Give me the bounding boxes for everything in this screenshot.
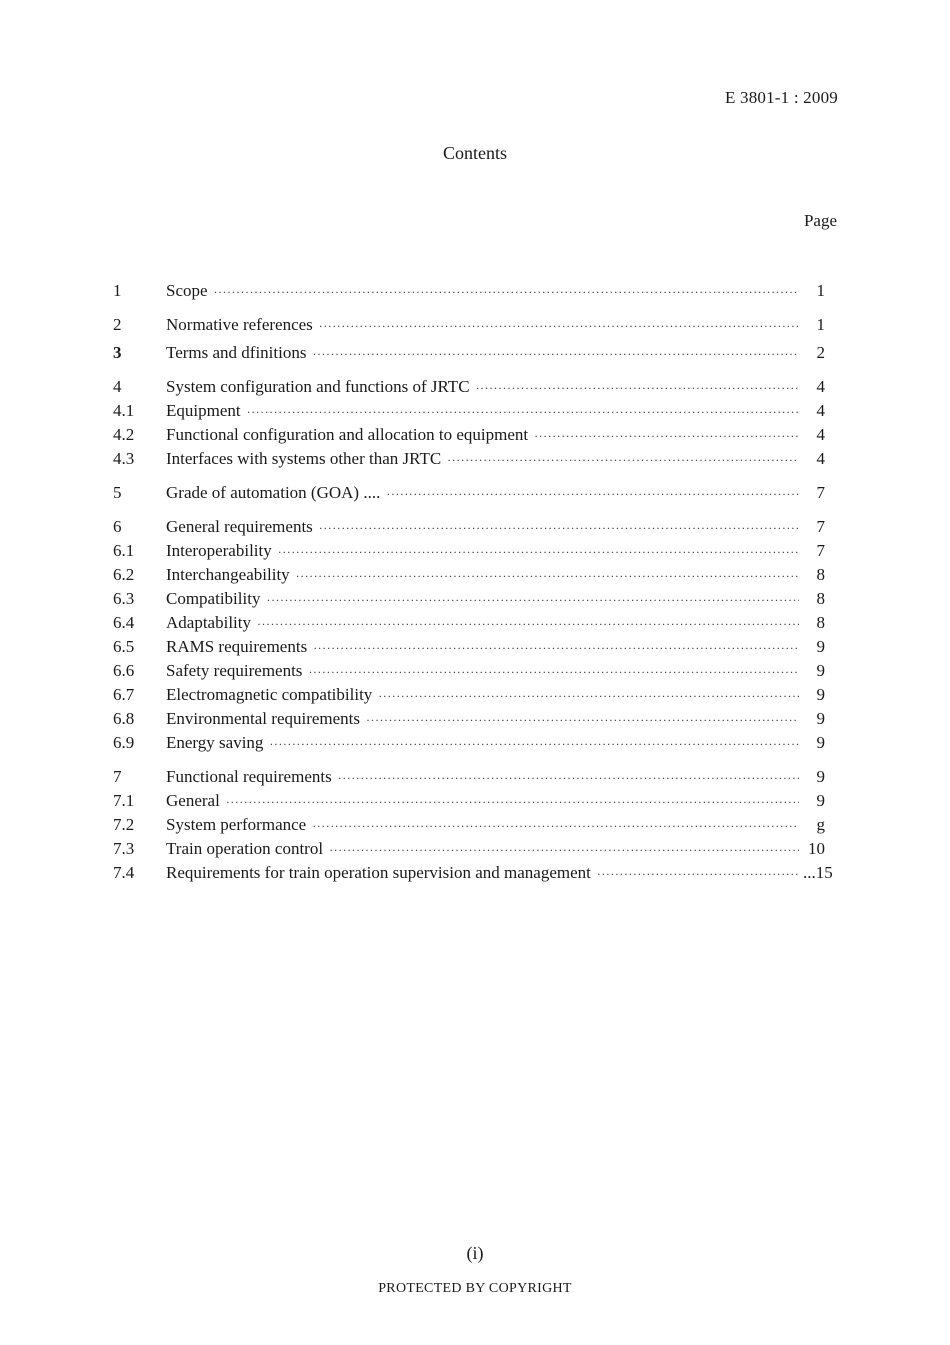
toc-section-title: General requirements [166, 517, 313, 536]
toc-page-number: ...15 [803, 863, 833, 882]
toc-entry-line [166, 613, 825, 633]
toc-page-number: 8 [816, 589, 825, 608]
toc-entry-line [166, 863, 833, 883]
toc-entry-line [166, 401, 825, 421]
toc-section-title: Interfaces with systems other than JRTC [166, 449, 442, 468]
toc-section-title: Energy saving [166, 733, 264, 752]
toc-page-number: 1 [816, 281, 825, 300]
toc-section-title: Train operation control [166, 839, 324, 858]
toc-section-number: 6.4 [113, 613, 135, 632]
toc-section-title: Environmental requirements [166, 709, 361, 728]
toc-section-title: System configuration and functions of JRTC [166, 377, 470, 396]
toc-dot-leader [266, 591, 799, 609]
toc-entry-line [166, 815, 825, 835]
toc-section-title: Equipment [166, 401, 241, 420]
toc-entry-line [166, 685, 825, 705]
toc-entry-line [166, 589, 825, 609]
toc-entry-line [166, 767, 825, 787]
toc-section-number: 6.3 [113, 589, 135, 608]
copyright-notice: PROTECTED BY COPYRIGHT [378, 1281, 572, 1296]
toc-entry[interactable] [113, 791, 825, 815]
toc-entry-line [166, 343, 825, 363]
toc-entry[interactable] [113, 589, 825, 613]
toc-entry-line [166, 637, 825, 657]
toc-entry[interactable] [113, 637, 825, 661]
toc-section-number: 4.1 [113, 401, 135, 420]
toc-section-number: 6.8 [113, 709, 135, 728]
toc-dot-leader [269, 735, 799, 753]
toc-page-number: 2 [816, 343, 825, 362]
toc-entry-line [166, 709, 825, 729]
toc-dot-leader [319, 519, 799, 537]
page-title: Contents [442, 143, 507, 163]
toc-entry-line [166, 733, 825, 753]
toc-section-number: 6.9 [113, 733, 135, 752]
toc-dot-leader [447, 451, 799, 469]
toc-page-number: 9 [816, 767, 825, 786]
toc-section-title: RAMS requirements [166, 637, 308, 656]
toc-page-number: 9 [816, 791, 825, 810]
toc-section-title: System performance [166, 815, 307, 834]
toc-entry[interactable] [113, 685, 825, 709]
toc-entry[interactable] [113, 483, 825, 507]
toc-page-number: 7 [816, 483, 825, 502]
toc-section-number: 6.2 [113, 565, 135, 584]
toc-page-number: 7 [816, 541, 825, 560]
toc-page-number: 10 [808, 839, 825, 858]
toc-section-number: 4 [113, 377, 122, 396]
toc-dot-leader [378, 687, 799, 705]
toc-entry-line [166, 541, 825, 561]
toc-section-title: Terms and dfinitions [166, 343, 307, 362]
toc-section-title: Normative references [166, 315, 313, 334]
toc-entry[interactable] [113, 565, 825, 589]
toc-entry-line [166, 483, 825, 503]
toc-entry[interactable] [113, 863, 833, 887]
toc-section-number: 4.3 [113, 449, 135, 468]
toc-section-number: 7.3 [113, 839, 135, 858]
toc-section-number: 4.2 [113, 425, 135, 444]
toc-entry[interactable] [113, 709, 825, 733]
toc-dot-leader [319, 317, 799, 335]
toc-section-number: 6.6 [113, 661, 135, 680]
page-column-header: Page [803, 211, 837, 230]
toc-entry[interactable] [113, 425, 825, 449]
toc-entry-line [166, 565, 825, 585]
toc-dot-leader [278, 543, 799, 561]
toc-section-number: 7.4 [113, 863, 135, 882]
toc-section-title: Scope [166, 281, 208, 300]
toc-page-number: 4 [816, 449, 825, 468]
toc-page-number: 9 [816, 637, 825, 656]
toc-entry-line [166, 315, 825, 335]
toc-section-number: 7 [113, 767, 122, 786]
toc-page-number: 1 [816, 315, 825, 334]
toc-section-number: 6.7 [113, 685, 135, 704]
toc-section-number: 6.5 [113, 637, 135, 656]
toc-section-number: 6 [113, 517, 122, 536]
toc-entry-line [166, 517, 825, 537]
toc-entry[interactable] [113, 517, 825, 541]
toc-section-number: 7.2 [113, 815, 135, 834]
toc-page-number: 8 [816, 613, 825, 632]
toc-entry-line [166, 449, 825, 469]
toc-section-number: 3 [113, 343, 122, 362]
toc-entry[interactable] [113, 613, 825, 637]
toc-page-number: 4 [816, 377, 825, 396]
toc-dot-leader [308, 663, 799, 681]
toc-entry-line [166, 377, 825, 397]
toc-page-number: 9 [816, 709, 825, 728]
toc-dot-leader [534, 427, 799, 445]
toc-section-title: Adaptability [166, 613, 251, 632]
toc-entry-line [166, 281, 825, 301]
toc-section-title: Functional configuration and allocation to equipment [166, 425, 529, 444]
toc-entry[interactable] [113, 661, 825, 685]
toc-section-title: General [166, 791, 220, 810]
toc-dot-leader [226, 793, 799, 811]
toc-page-number: g [816, 815, 825, 834]
toc-section-title: Requirements for train operation supervision and management [166, 863, 591, 882]
toc-section-title: Safety requirements [166, 661, 303, 680]
toc-dot-leader [386, 485, 799, 503]
toc-section-number: 6.1 [113, 541, 135, 560]
toc-page-number: 4 [816, 401, 825, 420]
toc-page-number: 8 [816, 565, 825, 584]
footer-page-number: (i) [466, 1243, 484, 1263]
toc-section-title: Electromagnetic compatibility [166, 685, 373, 704]
toc-section-number: 7.1 [113, 791, 135, 810]
toc-entry[interactable] [113, 767, 825, 791]
toc-entry-line [166, 839, 825, 859]
toc-section-number: 1 [113, 281, 122, 300]
toc-dot-leader [257, 615, 799, 633]
toc-section-number: 5 [113, 483, 122, 502]
toc-dot-leader [329, 841, 799, 859]
toc-section-title: Interchangeability [166, 565, 290, 584]
toc-dot-leader [476, 379, 799, 397]
toc-dot-leader [214, 283, 799, 301]
toc-dot-leader [296, 567, 799, 585]
toc-entry-line [166, 791, 825, 811]
toc-dot-leader [597, 865, 799, 883]
toc-page-number: 9 [816, 733, 825, 752]
toc-page-number: 7 [816, 517, 825, 536]
toc-section-title: Compatibility [166, 589, 261, 608]
toc-page-number: 9 [816, 685, 825, 704]
toc-entry[interactable] [113, 315, 825, 339]
toc-dot-leader [313, 639, 799, 657]
toc-entry[interactable] [113, 281, 825, 305]
toc-entry[interactable] [113, 401, 825, 425]
toc-page-number: 4 [816, 425, 825, 444]
toc-dot-leader [312, 345, 799, 363]
toc-dot-leader [312, 817, 799, 835]
toc-section-number: 2 [113, 315, 122, 334]
toc-entry[interactable] [113, 839, 825, 863]
toc-dot-leader [366, 711, 799, 729]
toc-entry[interactable] [113, 815, 825, 839]
toc-entry[interactable] [113, 541, 825, 565]
toc-section-title: Interoperability [166, 541, 272, 560]
toc-entry[interactable] [113, 733, 825, 757]
toc-dot-leader [247, 403, 799, 421]
toc-entry[interactable] [113, 343, 825, 367]
document-id: E 3801-1 : 2009 [724, 88, 838, 107]
toc-section-title: Functional requirements [166, 767, 332, 786]
table-of-contents [113, 277, 833, 887]
toc-entry[interactable] [113, 449, 825, 473]
toc-section-title: Grade of automation (GOA) .... [166, 483, 381, 502]
toc-entry-line [166, 661, 825, 681]
toc-page-number: 9 [816, 661, 825, 680]
toc-dot-leader [338, 769, 799, 787]
toc-entry[interactable] [113, 377, 825, 401]
toc-entry-line [166, 425, 825, 445]
